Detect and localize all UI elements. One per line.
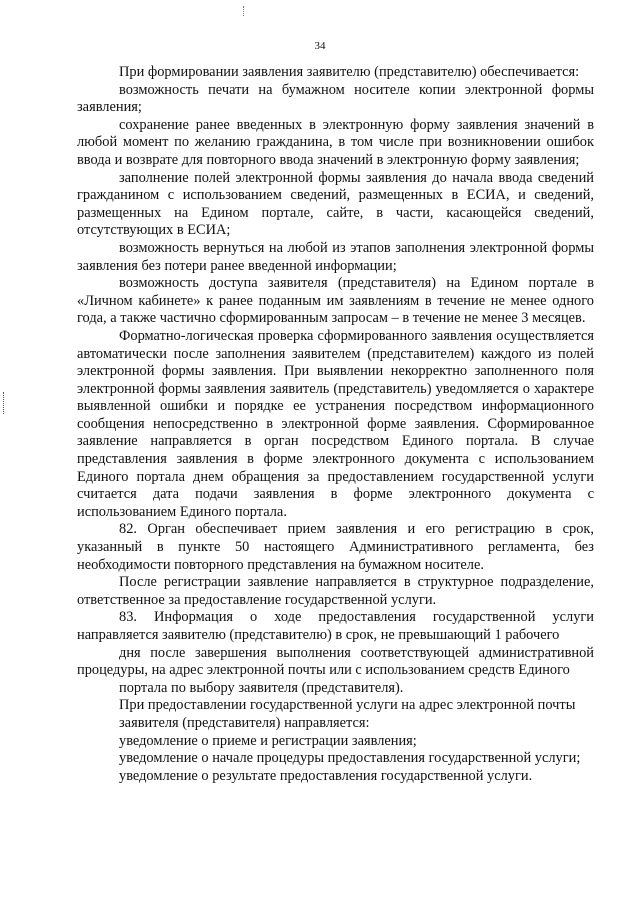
paragraph: заполнение полей электронной формы заявления до начала ввода сведений гражданином с использованием сведений, размещенных в ЕСИА, и сведений, размещенных на Едином портале, сайте, в части, касающейся сведений, отсутствующих в ЕСИА;	[77, 169, 594, 239]
paragraph: При предоставлении государственной услуги на адрес электронной почты	[119, 697, 576, 714]
paragraph: возможность вернуться на любой из этапов заполнения электронной формы заявления без потери ранее введенной информации;	[77, 239, 594, 274]
paragraph: уведомление о результате предоставления государственной услуги.	[119, 767, 533, 784]
paragraph: Форматно-логическая проверка сформированного заявления осуществляется автоматически после заполнения заявителем (представителем) каждого из полей электронной формы заявления. При выявлении некорректно заполненного поля электронной формы заявления заявитель (представитель) уведомляется о характере выявленной ошибки и порядке ее устранения посредством информационного сообщения непосредственно в электронной форме заявления. Сформированное заявление направляется в орган посредством Единого портала. В случае представления заявления в форме электронного документа с использованием Единого портала днем обращения за предоставлением государственной услуги считается дата подачи заявления в форме электронного документа с использованием Единого портала.	[77, 327, 594, 520]
scan-artifact	[3, 392, 6, 414]
paragraph: При формировании заявления заявителю (представителю) обеспечивается:	[119, 64, 580, 80]
paragraph: уведомление о начале процедуры предоставления государственной услуги;	[119, 750, 581, 767]
document-body	[77, 64, 594, 785]
paragraph: дня после завершения выполнения соответствующей административной процедуры, на адрес электронной почты или с использованием средств Единого	[77, 644, 594, 679]
paragraph: портала по выбору заявителя (представителя).	[119, 679, 404, 696]
paragraph: После регистрации заявление направляется в структурное подразделение, ответственное за предоставление государственной услуги.	[77, 574, 594, 608]
paragraph: 83. Информация о ходе предоставления государственной услуги направляется заявителю (представителю) в срок, не превышающий 1 рабочего	[77, 609, 594, 643]
paragraph: возможность доступа заявителя (представителя) на Едином портале в «Личном кабинете» к ранее поданным им заявлениям в течение не менее одного года, а также частично сформированным запросам – в течение не менее 3 месяцев.	[77, 275, 594, 327]
paragraph: возможность печати на бумажном носителе копии электронной формы заявления;	[77, 81, 594, 116]
scan-artifact	[243, 6, 245, 16]
paragraph: сохранение ранее введенных в электронную форму заявления значений в любой момент по желанию гражданина, в том числе при возникновении ошибок ввода и возврате для повторного ввода значений в электронную форму заявления;	[77, 116, 594, 168]
paragraph: заявителя (представителя) направляется:	[119, 714, 370, 731]
paragraph: уведомление о приеме и регистрации заявления;	[119, 732, 417, 749]
paragraph: 82. Орган обеспечивает прием заявления и его регистрацию в срок, указанный в пункте 50 настоящего Административного регламента, без необходимости повторного представления на бумажном носителе.	[77, 521, 594, 573]
page-number: 34	[314, 40, 326, 52]
